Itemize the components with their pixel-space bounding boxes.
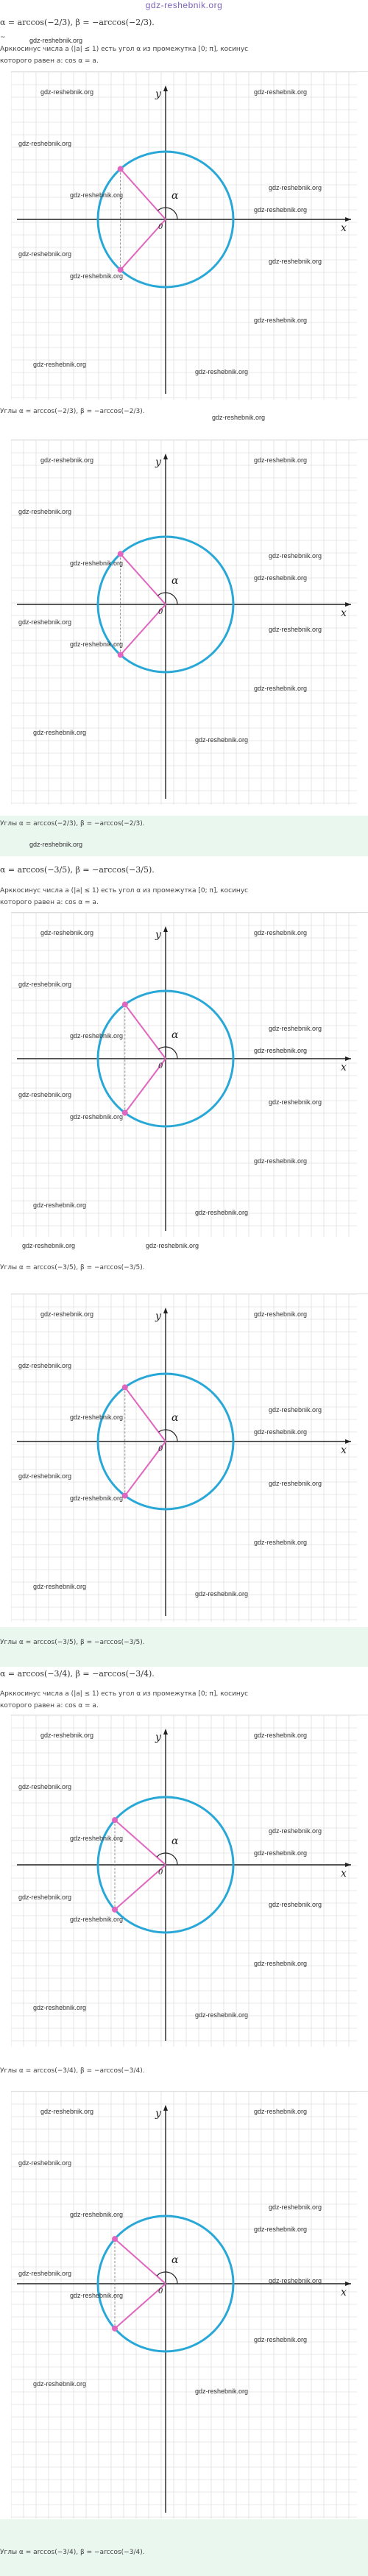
watermark: gdz-reshebnik.org	[70, 1032, 124, 1040]
point-alpha	[112, 2236, 118, 2242]
watermark: gdz-reshebnik.org	[269, 1827, 322, 1835]
watermark: gdz-reshebnik.org	[18, 1783, 72, 1790]
problem-formula: α = arccos(−3/5), β = −arccos(−3/5).	[0, 865, 155, 875]
watermark: gdz-reshebnik.org	[18, 1472, 72, 1480]
point-beta	[112, 2326, 118, 2332]
watermark: gdz-reshebnik.org	[269, 1901, 322, 1908]
definition-line-1: Арккосинус числа a (|a| ≤ 1) есть угол α из промежутка [0; π], косинус	[0, 46, 249, 53]
watermark: gdz-reshebnik.org	[269, 184, 322, 191]
point-alpha	[122, 1384, 128, 1390]
watermark: gdz-reshebnik.org	[29, 37, 83, 44]
x-axis-label: x	[341, 1062, 347, 1073]
answer-block	[0, 2519, 368, 2576]
watermark: gdz-reshebnik.org	[254, 88, 308, 96]
alpha-label: α	[171, 1029, 179, 1041]
watermark: gdz-reshebnik.org	[254, 1849, 308, 1857]
watermark: gdz-reshebnik.org	[70, 272, 124, 280]
watermark: gdz-reshebnik.org	[254, 1157, 308, 1165]
y-axis-label: y	[155, 2108, 161, 2120]
watermark: gdz-reshebnik.org	[195, 1590, 249, 1598]
watermark: gdz-reshebnik.org	[40, 88, 94, 96]
watermark: gdz-reshebnik.org	[40, 1310, 94, 1318]
watermark: gdz-reshebnik.org	[18, 508, 72, 515]
radius-alpha	[115, 2239, 166, 2284]
watermark: gdz-reshebnik.org	[212, 414, 266, 421]
watermark: gdz-reshebnik.org	[269, 1098, 322, 1106]
watermark: gdz-reshebnik.org	[254, 1539, 308, 1546]
watermark: gdz-reshebnik.org	[70, 1113, 124, 1121]
point-beta	[118, 652, 124, 658]
answer-block	[0, 1627, 368, 1667]
watermark: gdz-reshebnik.org	[195, 368, 249, 375]
watermark: gdz-reshebnik.org	[33, 729, 87, 736]
alpha-label: α	[171, 190, 179, 202]
problem-formula: α = arccos(−2/3), β = −arccos(−2/3).	[0, 18, 155, 27]
point-alpha	[112, 1817, 118, 1823]
answer-block	[0, 816, 368, 856]
x-axis-label: x	[341, 607, 347, 619]
x-axis-label: x	[341, 1444, 347, 1456]
unit-circle-figure	[11, 912, 368, 1237]
watermark: gdz-reshebnik.org	[269, 1025, 322, 1032]
watermark: gdz-reshebnik.org	[269, 2203, 322, 2211]
watermark: gdz-reshebnik.org	[254, 1047, 308, 1054]
watermark: gdz-reshebnik.org	[254, 1960, 308, 1967]
watermark: gdz-reshebnik.org	[254, 1310, 308, 1318]
x-axis-arrow	[345, 1439, 351, 1444]
watermark: gdz-reshebnik.org	[18, 1362, 72, 1369]
watermark: gdz-reshebnik.org	[195, 2388, 249, 2395]
watermark: gdz-reshebnik.org	[70, 1495, 124, 1502]
answer-text: Углы α = arccos(−3/5), β = −arccos(−3/5).	[0, 1639, 145, 1646]
definition-line-1: Арккосинус числа a (|a| ≤ 1) есть угол α из промежутка [0; π], косинус	[0, 1690, 249, 1698]
watermark: gdz-reshebnik.org	[18, 981, 72, 988]
y-axis-label: y	[155, 456, 161, 468]
unit-circle-figure	[11, 71, 368, 400]
watermark: gdz-reshebnik.org	[18, 1091, 72, 1098]
watermark: gdz-reshebnik.org	[22, 1242, 76, 1249]
watermark: gdz-reshebnik.org	[33, 2380, 87, 2388]
answer-text: Углы α = arccos(−2/3), β = −arccos(−2/3).	[0, 820, 145, 828]
radius-alpha	[121, 169, 166, 219]
x-axis-label: x	[341, 2287, 347, 2298]
watermark: gdz-reshebnik.org	[254, 929, 308, 936]
watermark: gdz-reshebnik.org	[40, 456, 94, 464]
watermark: gdz-reshebnik.org	[33, 2004, 87, 2011]
origin-label: 0	[158, 608, 163, 616]
x-axis-arrow	[345, 2282, 351, 2286]
site-header[interactable]: gdz-reshebnik.org	[145, 0, 223, 10]
point-alpha	[122, 1001, 128, 1007]
watermark: gdz-reshebnik.org	[40, 1732, 94, 1739]
watermark: gdz-reshebnik.org	[269, 552, 322, 560]
watermark: gdz-reshebnik.org	[33, 1583, 87, 1590]
x-axis-label: x	[341, 222, 347, 234]
watermark: gdz-reshebnik.org	[70, 641, 124, 648]
watermark: gdz-reshebnik.org	[195, 736, 249, 744]
y-axis-label: y	[155, 1732, 161, 1743]
x-axis-arrow	[345, 1863, 351, 1867]
watermark: gdz-reshebnik.org	[18, 250, 72, 258]
y-axis-arrow	[163, 1729, 168, 1735]
watermark: gdz-reshebnik.org	[254, 2226, 308, 2233]
problem-note: ~	[0, 34, 6, 41]
watermark: gdz-reshebnik.org	[269, 626, 322, 633]
y-axis-label: y	[155, 929, 161, 941]
watermark: gdz-reshebnik.org	[70, 1835, 124, 1842]
radius-alpha	[121, 554, 166, 604]
origin-label: 0	[158, 223, 163, 231]
alpha-label: α	[171, 2254, 179, 2266]
watermark: gdz-reshebnik.org	[254, 456, 308, 464]
watermark: gdz-reshebnik.org	[29, 841, 83, 848]
x-axis-arrow	[345, 1056, 351, 1061]
unit-circle-figure	[11, 1294, 368, 1622]
watermark: gdz-reshebnik.org	[18, 2159, 72, 2167]
watermark: gdz-reshebnik.org	[269, 258, 322, 265]
y-axis-arrow	[163, 454, 168, 459]
watermark: gdz-reshebnik.org	[33, 361, 87, 368]
answer-text: Углы α = arccos(−3/4), β = −arccos(−3/4).	[0, 2067, 145, 2075]
definition-line-2: которого равен a: cos α = a.	[0, 899, 99, 906]
y-axis-arrow	[163, 926, 168, 932]
point-beta	[112, 1907, 118, 1913]
watermark: gdz-reshebnik.org	[146, 1242, 199, 1249]
watermark: gdz-reshebnik.org	[195, 1209, 249, 1216]
watermark: gdz-reshebnik.org	[195, 2011, 249, 2019]
watermark: gdz-reshebnik.org	[70, 2292, 124, 2299]
answer-text: Углы α = arccos(−2/3), β = −arccos(−2/3).	[0, 408, 145, 415]
watermark: gdz-reshebnik.org	[18, 618, 72, 626]
watermark: gdz-reshebnik.org	[70, 1414, 124, 1421]
watermark: gdz-reshebnik.org	[254, 685, 308, 692]
unit-circle-figure	[11, 1715, 368, 2047]
origin-label: 0	[158, 1445, 163, 1453]
watermark: gdz-reshebnik.org	[70, 2211, 124, 2218]
watermark: gdz-reshebnik.org	[70, 1916, 124, 1923]
watermark: gdz-reshebnik.org	[18, 1894, 72, 1901]
watermark: gdz-reshebnik.org	[40, 2108, 94, 2115]
y-axis-label: y	[155, 1310, 161, 1322]
x-axis-label: x	[341, 1868, 347, 1880]
watermark: gdz-reshebnik.org	[254, 1428, 308, 1436]
watermark: gdz-reshebnik.org	[254, 206, 308, 214]
y-axis-arrow	[163, 2105, 168, 2111]
origin-label: 0	[158, 1062, 163, 1070]
watermark: gdz-reshebnik.org	[254, 2108, 308, 2115]
watermark: gdz-reshebnik.org	[269, 1480, 322, 1487]
watermark: gdz-reshebnik.org	[254, 1732, 308, 1739]
x-axis-arrow	[345, 217, 351, 222]
watermark: gdz-reshebnik.org	[18, 2270, 72, 2277]
definition-line-1: Арккосинус числа a (|a| ≤ 1) есть угол α из промежутка [0; π], косинус	[0, 887, 249, 894]
problem-formula: α = arccos(−3/4), β = −arccos(−3/4).	[0, 1669, 155, 1679]
point-alpha	[118, 551, 124, 557]
y-axis-arrow	[163, 85, 168, 91]
unit-circle-figure	[11, 2091, 368, 2519]
watermark: gdz-reshebnik.org	[70, 191, 124, 199]
alpha-label: α	[171, 1835, 179, 1847]
watermark: gdz-reshebnik.org	[254, 317, 308, 324]
watermark: gdz-reshebnik.org	[269, 2277, 322, 2284]
watermark: gdz-reshebnik.org	[254, 2336, 308, 2343]
alpha-label: α	[171, 575, 179, 587]
watermark: gdz-reshebnik.org	[33, 1201, 87, 1209]
origin-label: 0	[158, 1869, 163, 1877]
answer-text: Углы α = arccos(−3/5), β = −arccos(−3/5).	[0, 1264, 145, 1271]
watermark: gdz-reshebnik.org	[18, 140, 72, 147]
alpha-label: α	[171, 1412, 179, 1424]
unit-circle-figure	[11, 440, 368, 805]
watermark: gdz-reshebnik.org	[254, 574, 308, 582]
radius-alpha	[115, 1820, 166, 1865]
answer-text: Углы α = arccos(−3/4), β = −arccos(−3/4).	[0, 2549, 145, 2556]
watermark: gdz-reshebnik.org	[70, 560, 124, 567]
radius-alpha	[125, 1387, 166, 1441]
point-alpha	[118, 166, 124, 172]
definition-line-2: которого равен a: cos α = a.	[0, 57, 99, 65]
definition-line-2: которого равен a: cos α = a.	[0, 1702, 99, 1709]
watermark: gdz-reshebnik.org	[40, 929, 94, 936]
y-axis-arrow	[163, 1308, 168, 1313]
origin-label: 0	[158, 2287, 163, 2296]
y-axis-label: y	[155, 88, 161, 100]
watermark: gdz-reshebnik.org	[269, 1406, 322, 1414]
